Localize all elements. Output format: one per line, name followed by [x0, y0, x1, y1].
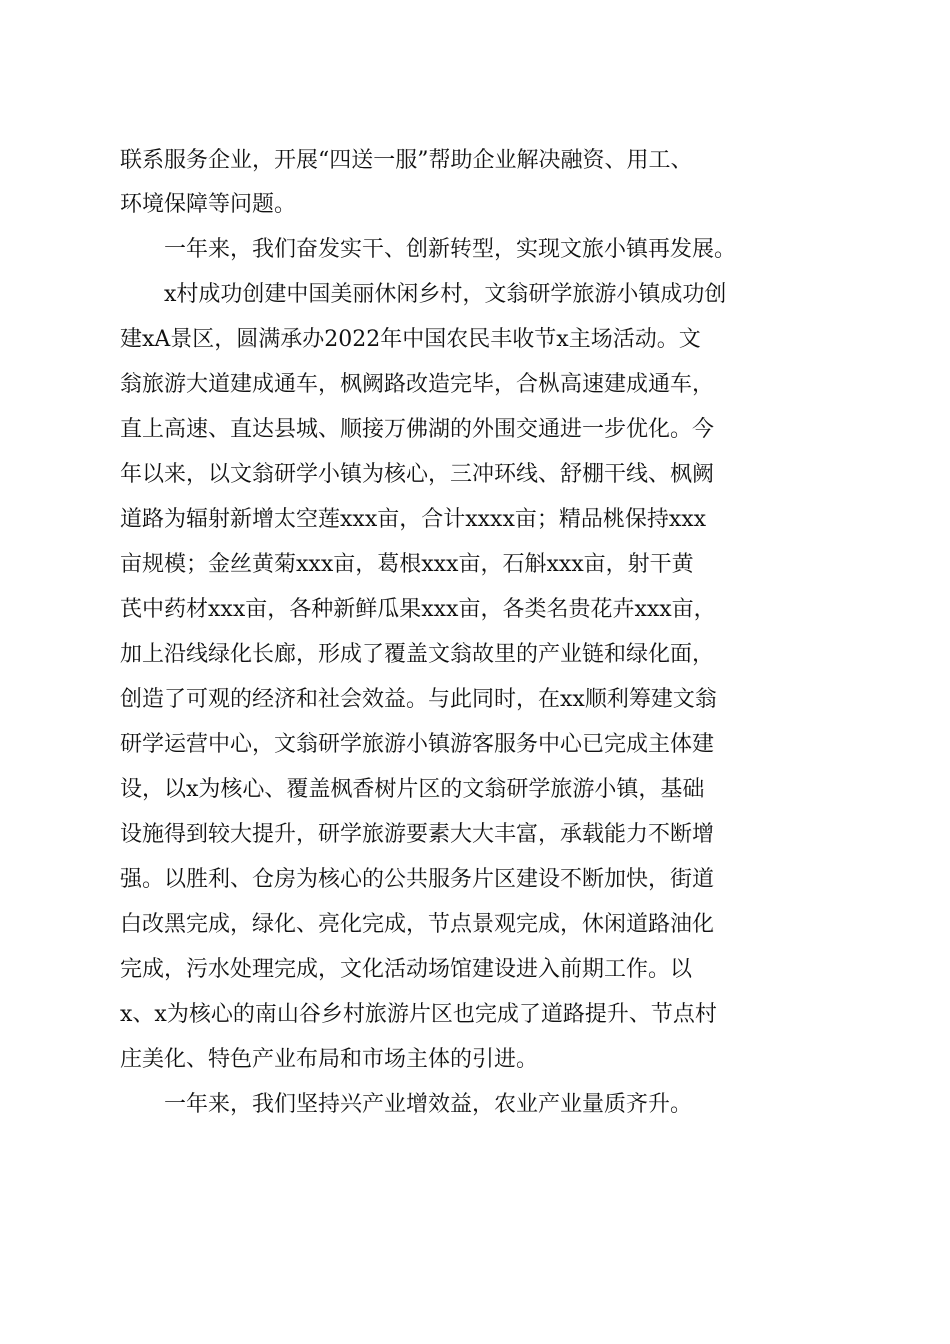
text-line: 创造了可观的经济和社会效益。与此同时，在xx顺利筹建文翁 [120, 687, 717, 712]
text-line: 一年来，我们奋发实干、创新转型，实现文旅小镇再发展。 [164, 237, 737, 262]
text-line: 芪中药材xxx亩，各种新鲜瓜果xxx亩，各类名贵花卉xxx亩， [120, 597, 716, 622]
text-line: 庄美化、特色产业布局和市场主体的引进。 [120, 1047, 539, 1072]
text-line: 一年来，我们坚持兴产业增效益，农业产业量质齐升。 [164, 1092, 693, 1117]
text-line: 翁旅游大道建成通车，枫阙路改造完毕，合枞高速建成通车， [120, 372, 715, 397]
text-line: 亩规模；金丝黄菊xxx亩，葛根xxx亩，石斛xxx亩，射干黄 [120, 552, 694, 577]
text-line: x村成功创建中国美丽休闲乡村，文翁研学旅游小镇成功创 [164, 282, 727, 307]
text-line: 直上高速、直达县城、顺接万佛湖的外围交通进一步优化。今 [120, 417, 715, 442]
text-line: 加上沿线绿化长廊，形成了覆盖文翁故里的产业链和绿化面， [120, 642, 715, 667]
text-line: 年以来，以文翁研学小镇为核心，三冲环线、舒棚干线、枫阙 [120, 462, 715, 487]
text-line: 强。以胜利、仓房为核心的公共服务片区建设不断加快，街道 [120, 867, 715, 892]
text-line: 建xA景区，圆满承办2022年中国农民丰收节x主场活动。文 [120, 327, 701, 352]
text-line: 研学运营中心，文翁研学旅游小镇游客服务中心已完成主体建 [120, 732, 715, 757]
text-line: 设，以x为核心、覆盖枫香树片区的文翁研学旅游小镇，基础 [120, 777, 705, 802]
text-line: 完成，污水处理完成，文化活动场馆建设进入前期工作。以 [120, 957, 693, 982]
text-line: x、x为核心的南山谷乡村旅游片区也完成了道路提升、节点村 [120, 1002, 717, 1027]
text-line: 联系服务企业，开展“四送一服”帮助企业解决融资、用工、 [120, 148, 693, 173]
text-line: 环境保障等问题。 [120, 192, 297, 217]
text-line: 道路为辐射新增太空莲xxx亩，合计xxxx亩；精品桃保持xxx [120, 507, 707, 532]
text-line: 设施得到较大提升，研学旅游要素大大丰富，承载能力不断增 [120, 822, 715, 847]
text-line: 白改黑完成，绿化、亮化完成，节点景观完成，休闲道路油化 [120, 912, 715, 937]
